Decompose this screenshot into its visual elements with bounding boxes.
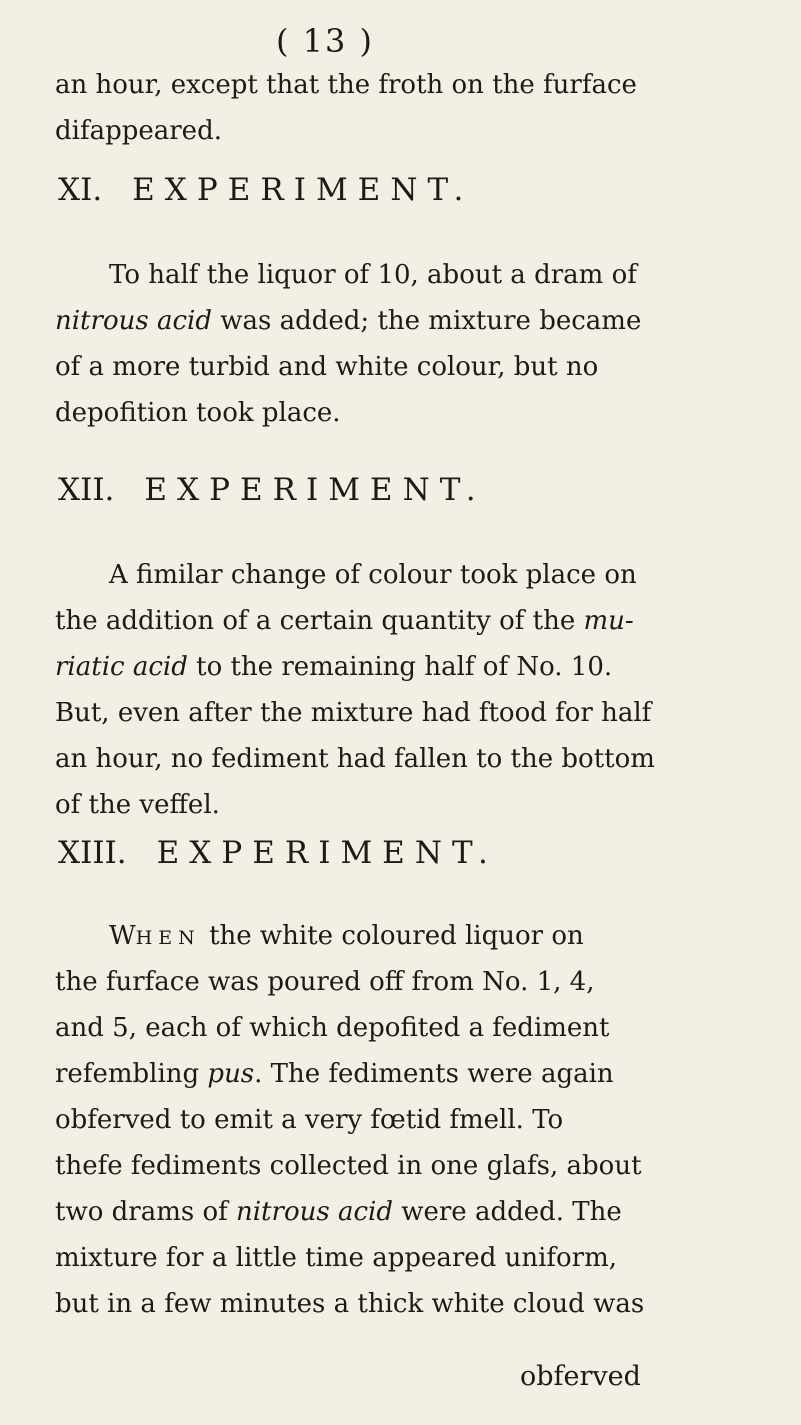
page-number: ( 13 ) <box>275 22 375 60</box>
text-line <box>55 736 675 782</box>
text-line <box>55 782 675 828</box>
heading-numeral: XIII. <box>58 835 127 871</box>
experiment-11-paragraph <box>55 252 675 436</box>
text-run: of the veffel. <box>55 790 220 820</box>
italic-term: nitrous acid <box>55 306 212 336</box>
italic-term: mu- <box>583 606 634 636</box>
text-run: but in a few minutes a thick white cloud was <box>55 1289 645 1319</box>
text-run: mixture for a little time appeared uniform, <box>55 1243 618 1273</box>
heading-numeral: XI. <box>58 172 103 208</box>
text-run: To half the liquor of 10, about a dram of <box>109 260 637 290</box>
text-line <box>55 552 675 598</box>
text-line <box>55 1143 675 1189</box>
experiment-13-paragraph <box>55 913 675 1327</box>
text-run: thefe fediments collected in one glafs, about <box>55 1151 642 1181</box>
text-line <box>55 690 675 736</box>
text-line <box>55 959 675 1005</box>
text-run: to the remaining half of No. 10. <box>187 652 613 682</box>
text-line <box>55 1235 675 1281</box>
text-run: of a more turbid and white colour, but no <box>55 352 599 382</box>
heading-word: EXPERIMENT. <box>144 472 486 508</box>
italic-term: riatic acid <box>55 652 188 682</box>
intro-paragraph <box>55 62 675 154</box>
text-line <box>55 644 675 690</box>
text-line <box>55 1097 675 1143</box>
text-line <box>55 1281 675 1327</box>
small-caps-run: HEN <box>135 927 201 949</box>
text-line <box>55 390 675 436</box>
text-line <box>55 598 675 644</box>
text-run: were added. The <box>392 1197 622 1227</box>
text-line <box>55 344 675 390</box>
experiment-heading-12 <box>58 470 678 510</box>
text-line <box>55 913 675 959</box>
text-run: the furface was poured off from No. 1, 4, <box>55 967 595 997</box>
text-run: the white coloured liquor on <box>200 921 584 951</box>
text-run: . The fediments were again <box>254 1059 614 1089</box>
text-run: the addition of a certain quantity of the <box>55 606 584 636</box>
text-run: But, even after the mixture had ftood for half <box>55 698 652 728</box>
text-run: was added; the mixture became <box>211 306 642 336</box>
text-line: difappeared. <box>55 116 222 146</box>
heading-word: EXPERIMENT. <box>156 835 498 871</box>
italic-term: nitrous acid <box>236 1197 393 1227</box>
text-run: an hour, no fediment had fallen to the bottom <box>55 744 655 774</box>
text-line <box>55 252 675 298</box>
heading-numeral: XII. <box>58 472 115 508</box>
text-line <box>55 1189 675 1235</box>
text-run: two drams of <box>55 1197 236 1227</box>
text-line <box>55 298 675 344</box>
drop-letter: W <box>109 921 136 951</box>
text-run: depofition took place. <box>55 398 341 428</box>
text-line <box>55 1051 675 1097</box>
italic-term: pus <box>207 1059 255 1089</box>
text-run: A fimilar change of colour took place on <box>109 560 637 590</box>
text-line <box>55 1005 675 1051</box>
text-line: an hour, except that the froth on the furface <box>55 70 637 100</box>
text-run: and 5, each of which depofited a fediment <box>55 1013 610 1043</box>
experiment-heading-13 <box>58 833 678 873</box>
heading-word: EXPERIMENT. <box>132 172 474 208</box>
catchword: obferved <box>520 1361 641 1392</box>
experiment-heading-11 <box>58 170 678 210</box>
experiment-12-paragraph <box>55 552 675 828</box>
text-run: refembling <box>55 1059 208 1089</box>
text-run: obferved to emit a very fœtid fmell. To <box>55 1105 564 1135</box>
